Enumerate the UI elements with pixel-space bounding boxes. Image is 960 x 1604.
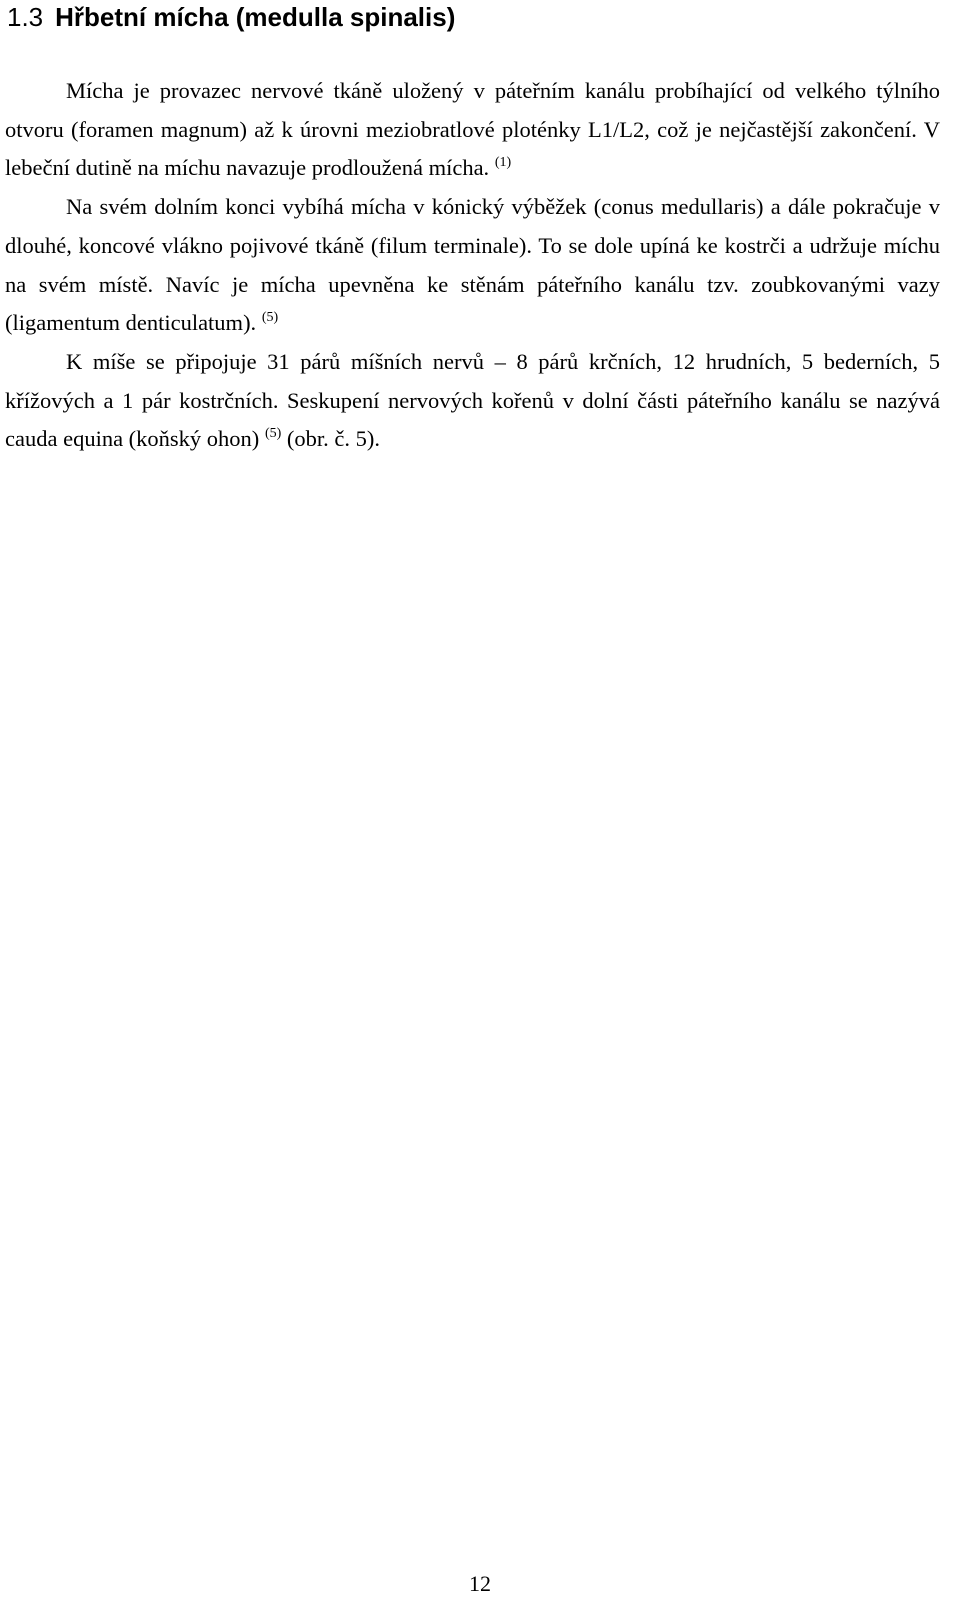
section-heading — [7, 0, 455, 34]
citation-ref: (1) — [494, 155, 512, 171]
body-text — [5, 72, 940, 459]
paragraph-1-text: Mícha je provazec nervové tkáně uložený v páteřním kanálu probíhající od velkého týlního otvoru (foramen magnum) až k úrovni meziobratlové ploténky L1/L2, což je nejčastější zakončení. V lebeční dutině na míchu navazuje prodloužená mícha. — [5, 78, 940, 181]
page-number: 12 — [469, 1571, 491, 1596]
paragraph-2 — [5, 188, 940, 343]
paragraph-3-text: K míše se připojuje 31 párů míšních nervů – 8 párů krčních, 12 hrudních, 5 bederních, 5 křížových a 1 pár kostrčních. Seskupení nervových kořenů v dolní části páteřního kanálu se nazývá cauda equina (koňský ohon) — [5, 348, 940, 452]
paragraph-3-tail: (obr. č. 5). — [281, 426, 380, 452]
paragraph-1 — [5, 72, 940, 188]
citation-ref: (5) — [264, 426, 282, 442]
section-title: Hřbetní mícha (medulla spinalis) — [55, 2, 456, 32]
paragraph-2-text: Na svém dolním konci vybíhá mícha v kónický výběžek (conus medullaris) a dále pokračuje v dlouhé, koncové vlákno pojivové tkáně (filum terminale). To se dole upíná ke kostrči a udržuje míchu na svém místě. Navíc je mícha upevněna ke stěnám páteřního kanálu tzv. zoubkovanými vazy (ligamentum denticulatum). — [5, 194, 940, 336]
section-number: 1.3 — [7, 2, 44, 32]
citation-ref: (5) — [261, 310, 279, 326]
paragraph-3 — [5, 343, 940, 459]
